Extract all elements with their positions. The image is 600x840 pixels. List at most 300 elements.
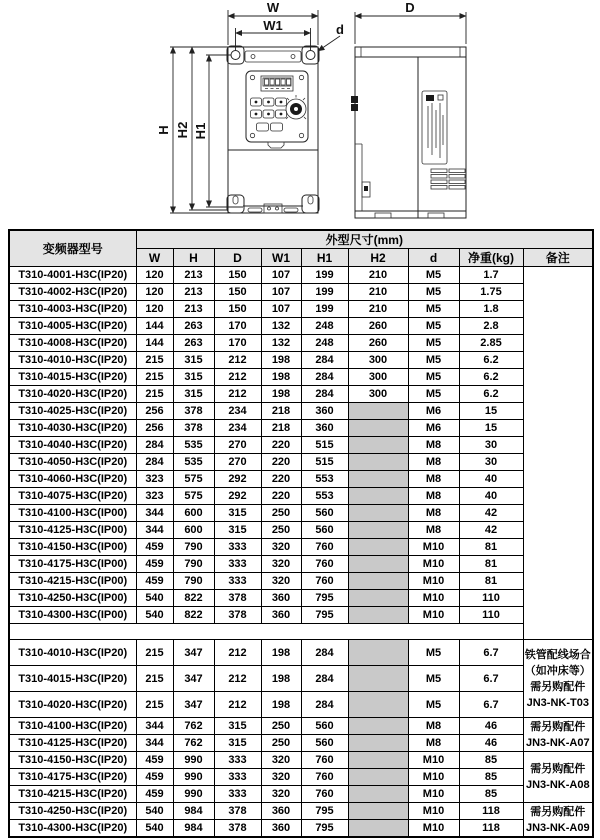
- dim-cell: 199: [301, 301, 348, 318]
- dim-cell: 320: [261, 786, 301, 803]
- dim-cell: [348, 803, 408, 820]
- model-cell: T310-4001-H3C(IP20): [9, 267, 136, 284]
- dim-cell: [348, 607, 408, 624]
- dim-cell: 760: [301, 786, 348, 803]
- model-cell: T310-4030-H3C(IP20): [9, 420, 136, 437]
- dim-cell: 333: [214, 573, 261, 590]
- dim-cell: 284: [301, 666, 348, 692]
- front-dimensions: [156, 0, 344, 213]
- model-cell: T310-4005-H3C(IP20): [9, 318, 136, 335]
- dim-cell: 30: [459, 454, 523, 471]
- remark-line: 需另购配件: [530, 720, 586, 733]
- dim-cell: 42: [459, 505, 523, 522]
- dim-cell: [348, 454, 408, 471]
- dim-cell: 120: [136, 301, 173, 318]
- remark-cell: [523, 267, 593, 640]
- dim-cell: 250: [261, 522, 301, 539]
- dim-cell: M5: [408, 666, 459, 692]
- dim-cell: 42: [459, 522, 523, 539]
- dim-cell: [348, 573, 408, 590]
- remark-cell: [523, 640, 593, 718]
- dim-cell: 210: [348, 301, 408, 318]
- table-row: [9, 352, 593, 369]
- dim-cell: 170: [214, 335, 261, 352]
- dim-cell: 323: [136, 488, 173, 505]
- dim-cell: 535: [173, 437, 214, 454]
- dim-cell: 344: [136, 522, 173, 539]
- potentiometer-knob: [286, 95, 306, 119]
- dim-cell: 215: [136, 666, 173, 692]
- model-cell: T310-4025-H3C(IP20): [9, 403, 136, 420]
- front-view: [156, 0, 344, 213]
- dim-cell: 540: [136, 820, 173, 838]
- dim-cell: 344: [136, 505, 173, 522]
- dim-cell: 6.2: [459, 386, 523, 403]
- dim-cell: M8: [408, 437, 459, 454]
- dim-cell: 212: [214, 666, 261, 692]
- dim-cell: M8: [408, 471, 459, 488]
- dim-cell: 213: [173, 301, 214, 318]
- table-row: [9, 735, 593, 752]
- dim-cell: M10: [408, 590, 459, 607]
- table-row: [9, 403, 593, 420]
- dim-cell: 220: [261, 454, 301, 471]
- dim-cell: 40: [459, 471, 523, 488]
- dim-cell: 170: [214, 318, 261, 335]
- dim-cell: [348, 718, 408, 735]
- dim-cell: 560: [301, 505, 348, 522]
- dim-cell: 795: [301, 803, 348, 820]
- dimensions-table: [8, 229, 594, 838]
- model-cell: T310-4050-H3C(IP20): [9, 454, 136, 471]
- dim-cell: [348, 437, 408, 454]
- dim-cell: 220: [261, 437, 301, 454]
- dim-cell: 234: [214, 403, 261, 420]
- dim-cell: 320: [261, 556, 301, 573]
- dim-cell: M10: [408, 607, 459, 624]
- dim-cell: 198: [261, 666, 301, 692]
- digital-display: [261, 76, 293, 91]
- dim-cell: 344: [136, 735, 173, 752]
- dim-cell: 198: [261, 640, 301, 666]
- remark-cell: [523, 718, 593, 752]
- dim-cell: 760: [301, 573, 348, 590]
- dim-cell: 315: [173, 386, 214, 403]
- dim-cell: [348, 786, 408, 803]
- dim-cell: 984: [173, 803, 214, 820]
- dim-cell: 250: [261, 505, 301, 522]
- remark-line: 需另购配件: [530, 763, 586, 775]
- dim-column-header: H: [173, 249, 214, 267]
- dim-cell: 199: [301, 284, 348, 301]
- dim-cell: 110: [459, 590, 523, 607]
- dim-cell: 2.8: [459, 318, 523, 335]
- remark-line: 铁管配线场合: [524, 648, 591, 661]
- model-cell: T310-4215-H3C(IP00): [9, 573, 136, 590]
- dim-cell: 1.75: [459, 284, 523, 301]
- dim-cell: 6.2: [459, 352, 523, 369]
- remark-column-header: 备注: [523, 249, 593, 267]
- dim-cell: 459: [136, 752, 173, 769]
- dim-cell: M10: [408, 803, 459, 820]
- table-row: [9, 369, 593, 386]
- dim-cell: 333: [214, 786, 261, 803]
- dim-cell: 333: [214, 752, 261, 769]
- table-row: [9, 820, 593, 838]
- dim-cell: 284: [136, 454, 173, 471]
- dim-cell: 333: [214, 556, 261, 573]
- table-row: [9, 318, 593, 335]
- spacer-cell: [9, 624, 523, 640]
- model-cell: T310-4003-H3C(IP20): [9, 301, 136, 318]
- dim-cell: [348, 488, 408, 505]
- dim-cell: 790: [173, 556, 214, 573]
- model-cell: T310-4150-H3C(IP00): [9, 539, 136, 556]
- dim-cell: 600: [173, 522, 214, 539]
- dim-cell: 15: [459, 403, 523, 420]
- table-row: [9, 573, 593, 590]
- dim-cell: 212: [214, 369, 261, 386]
- remark-line: JN3-NK-A08: [526, 779, 590, 791]
- dim-cell: M8: [408, 522, 459, 539]
- dim-cell: 795: [301, 590, 348, 607]
- dim-cell: 198: [261, 352, 301, 369]
- table-row: [9, 301, 593, 318]
- dim-cell: 540: [136, 803, 173, 820]
- table-row: [9, 539, 593, 556]
- dim-cell: 300: [348, 386, 408, 403]
- dim-cell: 459: [136, 539, 173, 556]
- dim-cell: 263: [173, 335, 214, 352]
- model-cell: T310-4175-H3C(IP00): [9, 556, 136, 573]
- dim-cell: [348, 420, 408, 437]
- dim-cell: 144: [136, 335, 173, 352]
- model-cell: T310-4015-H3C(IP20): [9, 666, 136, 692]
- dim-cell: 218: [261, 403, 301, 420]
- dim-cell: 795: [301, 607, 348, 624]
- dim-cell: 213: [173, 284, 214, 301]
- dim-cell: 760: [301, 752, 348, 769]
- dim-cell: 360: [261, 820, 301, 838]
- dim-cell: 560: [301, 718, 348, 735]
- dim-cell: 213: [173, 267, 214, 284]
- table-row: [9, 692, 593, 718]
- dim-cell: 215: [136, 352, 173, 369]
- dim-cell: 248: [301, 335, 348, 352]
- table-row: [9, 454, 593, 471]
- remark-line: 需另购配件: [530, 805, 586, 818]
- dim-cell: 107: [261, 301, 301, 318]
- model-cell: T310-4125-H3C(IP00): [9, 522, 136, 539]
- dim-cell: M8: [408, 505, 459, 522]
- dim-cell: 320: [261, 769, 301, 786]
- dim-cell: 256: [136, 420, 173, 437]
- dim-label-d-hole: d: [336, 22, 344, 37]
- dim-cell: [348, 752, 408, 769]
- dim-cell: 6.7: [459, 692, 523, 718]
- model-cell: T310-4300-H3C(IP20): [9, 820, 136, 838]
- dim-cell: 553: [301, 488, 348, 505]
- dim-cell: 199: [301, 267, 348, 284]
- model-cell: T310-4250-H3C(IP00): [9, 590, 136, 607]
- model-column-header: 变频器型号: [9, 230, 136, 267]
- model-cell: T310-4100-H3C(IP20): [9, 718, 136, 735]
- model-cell: T310-4020-H3C(IP20): [9, 692, 136, 718]
- dim-cell: 378: [214, 820, 261, 838]
- dim-cell: [348, 769, 408, 786]
- dim-cell: 320: [261, 752, 301, 769]
- vent-slots: [431, 169, 465, 189]
- dim-cell: M10: [408, 786, 459, 803]
- remark-line: 需另购配件: [530, 680, 586, 693]
- dim-cell: 212: [214, 692, 261, 718]
- dim-cell: 300: [348, 352, 408, 369]
- dim-cell: 760: [301, 539, 348, 556]
- dim-cell: M10: [408, 752, 459, 769]
- dim-cell: M5: [408, 335, 459, 352]
- table-row: [9, 505, 593, 522]
- dim-cell: 40: [459, 488, 523, 505]
- dim-cell: 263: [173, 318, 214, 335]
- dim-cell: 315: [214, 522, 261, 539]
- table-row: [9, 267, 593, 284]
- dim-cell: 2.85: [459, 335, 523, 352]
- dim-cell: 110: [459, 607, 523, 624]
- table-row: [9, 522, 593, 539]
- dim-column-header: H1: [301, 249, 348, 267]
- dim-cell: 459: [136, 769, 173, 786]
- dim-cell: 560: [301, 522, 348, 539]
- dim-cell: M8: [408, 735, 459, 752]
- table-row: [9, 786, 593, 803]
- dim-cell: M6: [408, 420, 459, 437]
- model-cell: T310-4150-H3C(IP20): [9, 752, 136, 769]
- dim-cell: 822: [173, 590, 214, 607]
- dim-cell: 284: [301, 640, 348, 666]
- dim-cell: 215: [136, 386, 173, 403]
- dim-label-depth: D: [405, 0, 415, 15]
- table-row: [9, 335, 593, 352]
- dim-cell: 378: [173, 420, 214, 437]
- keypad-buttons: [251, 98, 287, 131]
- dim-cell: 81: [459, 573, 523, 590]
- dim-cell: [348, 590, 408, 607]
- model-cell: T310-4010-H3C(IP20): [9, 352, 136, 369]
- dim-cell: 218: [261, 420, 301, 437]
- header-row: [9, 230, 593, 249]
- dim-cell: 515: [301, 437, 348, 454]
- remark-line: （如冲床等）: [524, 664, 591, 677]
- dim-cell: 250: [261, 735, 301, 752]
- dim-cell: 107: [261, 284, 301, 301]
- dim-cell: M10: [408, 539, 459, 556]
- dim-cell: M10: [408, 820, 459, 838]
- table-row: [9, 590, 593, 607]
- dim-column-header: W1: [261, 249, 301, 267]
- table-row: [9, 640, 593, 666]
- dim-cell: 284: [301, 386, 348, 403]
- weight-column-header: 净重(kg): [459, 249, 523, 267]
- dim-cell: 315: [173, 369, 214, 386]
- table-row: [9, 556, 593, 573]
- dim-cell: 378: [214, 590, 261, 607]
- dim-cell: 270: [214, 454, 261, 471]
- table-row: [9, 437, 593, 454]
- dim-cell: 795: [301, 820, 348, 838]
- dim-cell: 120: [136, 284, 173, 301]
- dim-cell: 459: [136, 556, 173, 573]
- dim-cell: 215: [136, 640, 173, 666]
- dim-cell: 120: [136, 267, 173, 284]
- dim-cell: 575: [173, 471, 214, 488]
- dim-cell: 220: [261, 471, 301, 488]
- dim-cell: 360: [301, 403, 348, 420]
- mounting-hook: [351, 96, 358, 103]
- dim-cell: 132: [261, 335, 301, 352]
- dim-cell: 347: [173, 692, 214, 718]
- dim-cell: 347: [173, 666, 214, 692]
- dim-label-h2: H2: [175, 121, 190, 139]
- dim-cell: 790: [173, 539, 214, 556]
- dim-cell: 822: [173, 607, 214, 624]
- dim-cell: 1.7: [459, 267, 523, 284]
- dim-cell: M5: [408, 318, 459, 335]
- dim-cell: 118: [459, 820, 523, 838]
- dim-cell: 378: [214, 803, 261, 820]
- dim-cell: 6.7: [459, 640, 523, 666]
- dim-cell: 762: [173, 735, 214, 752]
- dim-label-h1: H1: [193, 122, 208, 140]
- model-cell: T310-4040-H3C(IP20): [9, 437, 136, 454]
- dim-cell: [348, 556, 408, 573]
- table-row: [9, 803, 593, 820]
- model-cell: T310-4075-H3C(IP20): [9, 488, 136, 505]
- dim-cell: 320: [261, 573, 301, 590]
- dim-cell: M5: [408, 369, 459, 386]
- dim-cell: 212: [214, 352, 261, 369]
- dim-cell: [348, 666, 408, 692]
- dim-cell: M6: [408, 403, 459, 420]
- dim-cell: M10: [408, 769, 459, 786]
- dim-cell: 762: [173, 718, 214, 735]
- dim-cell: 81: [459, 539, 523, 556]
- dims-group-header: 外型尺寸(mm): [136, 230, 593, 249]
- table-row: [9, 666, 593, 692]
- dim-column-header: H2: [348, 249, 408, 267]
- spacer-row: [9, 624, 593, 640]
- remark-line: JN3-NK-T03: [526, 696, 589, 709]
- dim-cell: 990: [173, 769, 214, 786]
- dim-cell: 85: [459, 786, 523, 803]
- dim-cell: M10: [408, 573, 459, 590]
- dim-cell: [348, 539, 408, 556]
- dim-cell: 210: [348, 284, 408, 301]
- dim-cell: 292: [214, 471, 261, 488]
- dim-cell: 292: [214, 488, 261, 505]
- dim-cell: 790: [173, 573, 214, 590]
- dim-cell: M5: [408, 640, 459, 666]
- remark-cell: [523, 752, 593, 803]
- model-cell: T310-4015-H3C(IP20): [9, 369, 136, 386]
- dim-label-h: H: [156, 125, 171, 135]
- side-view: [351, 0, 466, 218]
- dim-cell: 220: [261, 488, 301, 505]
- dim-cell: M5: [408, 284, 459, 301]
- table-row: [9, 718, 593, 735]
- dim-cell: 260: [348, 335, 408, 352]
- dim-cell: 250: [261, 718, 301, 735]
- dim-cell: 150: [214, 301, 261, 318]
- dim-cell: 212: [214, 640, 261, 666]
- model-cell: T310-4060-H3C(IP20): [9, 471, 136, 488]
- table-body: [9, 267, 593, 838]
- dim-cell: 323: [136, 471, 173, 488]
- dim-cell: M8: [408, 488, 459, 505]
- dim-cell: 315: [214, 718, 261, 735]
- dim-cell: 459: [136, 786, 173, 803]
- model-cell: T310-4008-H3C(IP20): [9, 335, 136, 352]
- side-dimensions: [355, 0, 466, 44]
- table-row: [9, 284, 593, 301]
- dim-cell: 300: [348, 369, 408, 386]
- dim-cell: 760: [301, 556, 348, 573]
- mounting-hole: [231, 51, 240, 60]
- dim-cell: M10: [408, 556, 459, 573]
- dim-cell: 760: [301, 769, 348, 786]
- dim-cell: [348, 640, 408, 666]
- dim-cell: 553: [301, 471, 348, 488]
- dim-cell: 198: [261, 369, 301, 386]
- dim-cell: 1.8: [459, 301, 523, 318]
- dim-cell: 347: [173, 640, 214, 666]
- dim-cell: 198: [261, 386, 301, 403]
- dim-cell: 6.7: [459, 666, 523, 692]
- dim-cell: 990: [173, 786, 214, 803]
- dim-cell: 215: [136, 369, 173, 386]
- dim-cell: 333: [214, 769, 261, 786]
- dim-cell: 270: [214, 437, 261, 454]
- remark-line: JN3-NK-A07: [526, 736, 590, 749]
- dimension-diagram: [0, 0, 600, 228]
- dim-cell: 575: [173, 488, 214, 505]
- dim-cell: [348, 735, 408, 752]
- table-row: [9, 488, 593, 505]
- model-cell: T310-4020-H3C(IP20): [9, 386, 136, 403]
- dim-cell: [348, 505, 408, 522]
- dim-label-w1: W1: [263, 18, 283, 33]
- model-cell: T310-4002-H3C(IP20): [9, 284, 136, 301]
- dim-cell: 234: [214, 420, 261, 437]
- dim-cell: 540: [136, 590, 173, 607]
- dim-cell: 256: [136, 403, 173, 420]
- table-row: [9, 607, 593, 624]
- dim-cell: M5: [408, 692, 459, 718]
- dim-cell: 284: [136, 437, 173, 454]
- dim-cell: 215: [136, 692, 173, 718]
- dim-cell: 46: [459, 718, 523, 735]
- remark-line: JN3-NK-A09: [526, 821, 590, 834]
- dim-cell: [348, 522, 408, 539]
- dim-cell: 150: [214, 284, 261, 301]
- dim-cell: 132: [261, 318, 301, 335]
- dim-cell: 315: [173, 352, 214, 369]
- model-cell: T310-4175-H3C(IP20): [9, 769, 136, 786]
- table-header: [9, 230, 593, 267]
- dim-column-header: d: [408, 249, 459, 267]
- table-row: [9, 420, 593, 437]
- dim-cell: 315: [214, 505, 261, 522]
- dim-cell: 333: [214, 539, 261, 556]
